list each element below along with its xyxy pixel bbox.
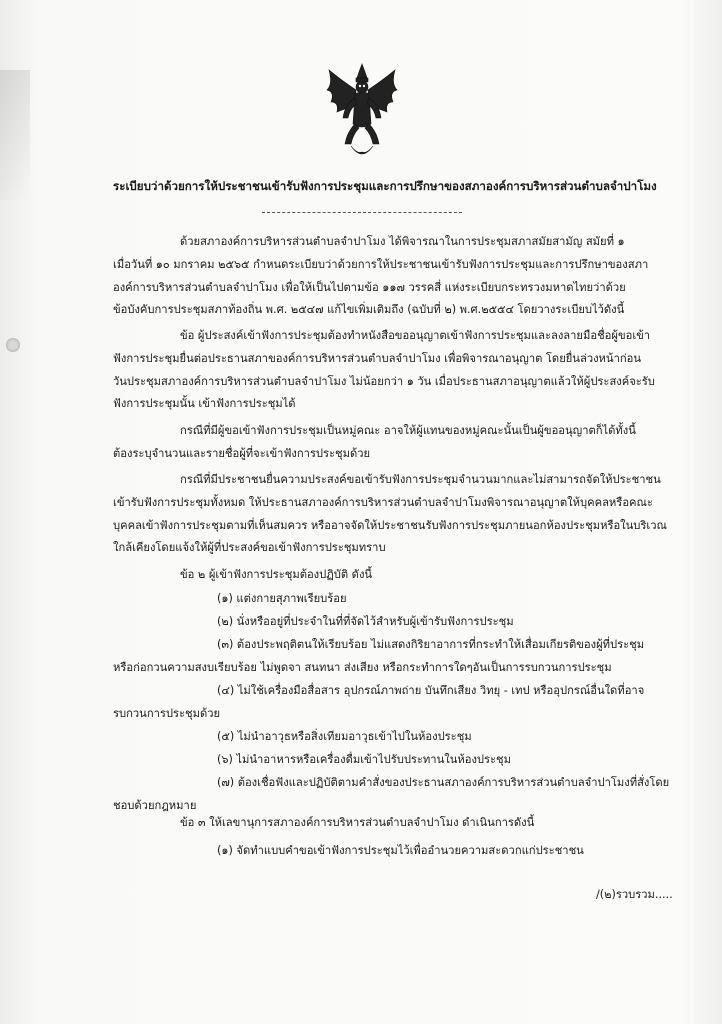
clause2-item: ชอบด้วยกฎหมาย: [113, 799, 197, 812]
clause1c-line: บุคคลเข้าฟังการประชุมตามที่เห็นสมควร หรืออาจจัดให้ประชาชนรับฟังการประชุมภายนอกห้องประชุมหรือในบริเวณ: [113, 519, 667, 532]
preamble-line: ข้อบังคับการประชุมสภาท้องถิ่น พ.ศ. ๒๕๔๗ แก้ไขเพิ่มเติมถึง (ฉบับที่ ๒) พ.ศ.๒๕๕๔ โดยวางระเบียบไว้ดังนี้: [113, 303, 625, 316]
clause2-item: (๔) ไม่ใช้เครื่องมือสื่อสาร อุปกรณ์ภาพถ่าย บันทึกเสียง วิทยุ - เทป หรืออุปกรณ์อื่นใดที่อาจ: [217, 684, 645, 697]
clause3-item: (๑) จัดทำแบบคำขอเข้าฟังการประชุมไว้เพื่ออำนวยความสะดวกแก่ประชาชน: [217, 844, 584, 857]
clause2-item: (๖) ไม่นำอาหารหรือเครื่องดื่มเข้าไปรับประทานในห้องประชุม: [217, 753, 511, 766]
clause2-heading: ข้อ ๒ ผู้เข้าฟังการประชุมต้องปฏิบัติ ดังนี้: [180, 568, 373, 581]
scan-fold-shadow: [0, 70, 30, 200]
title-divider: [262, 212, 462, 213]
clause2-item: หรือก่อกวนความสงบเรียบร้อย ไม่พูดจา สนทนา ส่งเสียง หรือกระทำการใดๆอันเป็นการรบกวนการประชุม: [113, 661, 612, 674]
clause2-item: (๒) นั่งหรืออยู่ที่ประจำในที่ที่จัดไว้สำหรับผู้เข้ารับฟังการประชุม: [217, 615, 514, 628]
clause1c-line: เข้ารับฟังการประชุมทั้งหมด ให้ประธานสภาองค์การบริหารส่วนตำบลจำปาโมงพิจารณาอนุญาตให้บุคคลหรือคณะ: [113, 496, 653, 509]
clause1-line: ข้อ ผู้ประสงค์เข้าฟังการประชุมต้องทำหนังสือขออนุญาตเข้าฟังการประชุมและลงลายมือชื่อผู้ขอเข้า: [180, 329, 651, 342]
preamble-line: องค์การบริหารส่วนตำบลจำปาโมง เพื่อให้เป็นไปตามข้อ ๑๑๗ วรรคสี่ แห่งระเบียบกระทรวงมหาดไทยว่าด้วย: [113, 281, 626, 294]
clause1b-line: ต้องระบุจำนวนและรายชื่อผู้ที่จะเข้าฟังการประชุมด้วย: [113, 447, 371, 460]
garuda-emblem-icon: [321, 62, 403, 162]
punch-hole: [6, 338, 20, 352]
clause2-item: รบกวนการประชุมด้วย: [113, 707, 221, 720]
continuation-marker: /(๒)รวบรวม.....: [596, 888, 673, 901]
clause1c-line: ใกล้เคียงโดยแจ้งให้ผู้ที่ประสงค์ขอเข้าฟังการประชุมทราบ: [113, 541, 386, 554]
clause1c-line: กรณีที่มีประชาชนยื่นความประสงค์ขอเข้ารับฟังการประชุมจำนวนมากและไม่สามารถจัดให้ประชาชน: [180, 473, 661, 486]
clause2-item: (๑) แต่งกายสุภาพเรียบร้อย: [217, 592, 347, 605]
document-title: ระเบียบว่าด้วยการให้ประชาชนเข้ารับฟังการประชุมและการปรึกษาของสภาองค์การบริหารส่วนตำบลจำปาโมง: [113, 179, 657, 193]
clause2-item: (๓) ต้องประพฤติตนให้เรียบร้อย ไม่แสดงกิริยาอาการที่กระทำให้เสื่อมเกียรติของผู้ที่ประชุม: [217, 638, 645, 651]
clause2-item: (๕) ไม่นำอาวุธหรือสิ่งเทียมอาวุธเข้าไปในห้องประชุม: [217, 730, 472, 743]
clause3-heading: ข้อ ๓ ให้เลขานุการสภาองค์การบริหารส่วนตำบลจำปาโมง ดำเนินการดังนี้: [180, 816, 535, 829]
preamble-line: เมื่อวันที่ ๑๐ มกราคม ๒๕๖๕ กำหนดระเบียบว่าด้วยการให้ประชาชนเข้ารับฟังการประชุมและการปรึกษาของสภา: [113, 258, 649, 271]
clause1-line: ฟังการประชุมยื่นต่อประธานสภาของค์การบริหารส่วนตำบลจำปาโมง เพื่อพิจารณาอนุญาต โดยยื่นล่วงหน้าก่อน: [113, 352, 642, 365]
preamble-line: ด้วยสภาองค์การบริหารส่วนตำบลจำปาโมง ได้พิจารณาในการประชุมสภาสมัยสามัญ สมัยที่ ๑: [180, 235, 625, 248]
clause1-line: ฟังการประชุมนั้น เข้าฟังการประชุมได้: [113, 397, 296, 410]
clause1-line: วันประชุมสภาองค์การบริหารส่วนตำบลจำปาโมง ไม่น้อยกว่า ๑ วัน เมื่อประธานสภาอนุญาตแล้วให้ผู้ประสงค์จะรับ: [113, 375, 655, 388]
clause1b-line: กรณีที่มีผู้ขอเข้าฟังการประชุมเป็นหมู่คณะ อาจให้ผู้แทนของหมู่คณะนั้นเป็นผู้ขออนุญาตก็ได้ทั้งนี้: [180, 424, 636, 437]
clause2-item: (๗) ต้องเชื่อฟังและปฏิบัติตามคำสั่งของประธานสภาองค์การบริหารส่วนตำบลจำปาโมงที่สั่งโดย: [217, 776, 670, 789]
